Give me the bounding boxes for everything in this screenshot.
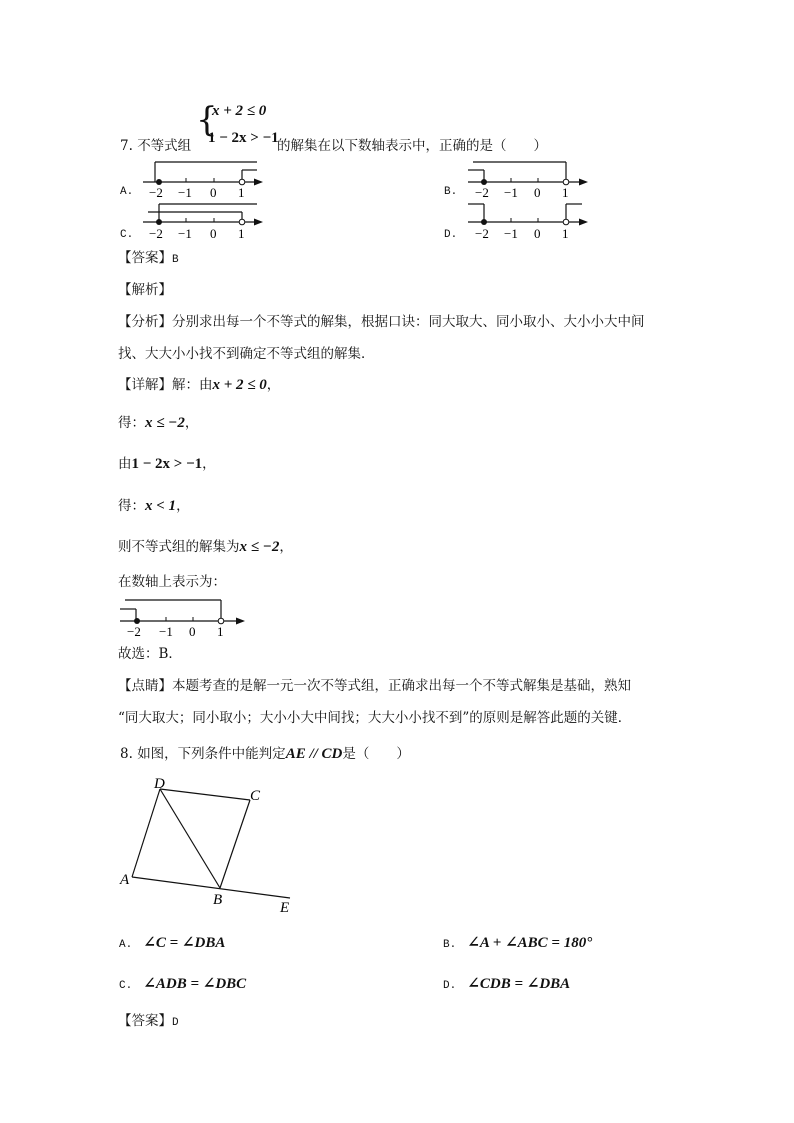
tick-label: −2 xyxy=(127,624,141,639)
tick-label: −2 xyxy=(475,185,489,200)
q8-geometry-figure xyxy=(110,770,310,920)
fenxi-line-1 xyxy=(118,313,645,331)
point-label-b: B xyxy=(213,892,223,908)
fenxi-line-2: 找、大大小小找不到确定不等式组的解集． xyxy=(118,346,375,362)
q8-answer xyxy=(118,1012,179,1032)
solution-numberline xyxy=(117,597,252,639)
detail-line-3: 由1 − 2x > −1， xyxy=(118,456,216,472)
tick-label: −1 xyxy=(159,624,173,639)
q7-option-c-label[interactable]: C. xyxy=(120,229,134,241)
answer-tag: 【答案】 xyxy=(118,1013,172,1029)
tick-label: −2 xyxy=(149,185,163,200)
step3-math: 1 − 2x > −1 xyxy=(131,456,203,472)
q7-answer xyxy=(118,249,179,269)
tick-label: −1 xyxy=(504,185,518,200)
q7-option-d-numberline[interactable] xyxy=(465,200,595,243)
tick-label: 0 xyxy=(534,185,541,200)
tick-label: 1 xyxy=(562,226,569,241)
q8-option-b[interactable]: B. ∠A + ∠ABC = 180° xyxy=(443,935,593,951)
tick-label: 1 xyxy=(238,185,245,200)
point-label-e: E xyxy=(280,900,290,916)
step4-math: x < 1 xyxy=(145,498,177,514)
tick-label: −1 xyxy=(178,185,192,200)
analysis-tag: 【解析】 xyxy=(118,282,172,298)
tick-label: 0 xyxy=(210,185,217,200)
q7-stem-suffix: 的解集在以下数轴表示中，正确的是（ ） xyxy=(277,138,547,154)
q8-option-d[interactable]: D. ∠CDB = ∠DBA xyxy=(443,976,571,992)
tick-label: 1 xyxy=(562,185,569,200)
dianjing-line-1: 【点睛】本题考查的是解一元一次不等式组，正确求出每一个不等式解集是基础，熟知 xyxy=(118,678,631,694)
tick-label: 1 xyxy=(238,226,245,241)
q8-option-b-math: ∠A + ∠ABC = 180° xyxy=(467,935,593,951)
point-label-d: D xyxy=(154,776,165,792)
q7-stem xyxy=(120,137,191,155)
fenxi-text-1: 分别求出每一个不等式的解集，根据口诀：同大取大、同小取小、大小小大中间 xyxy=(172,314,645,330)
q7-stem-prefix: 不等式组 xyxy=(137,138,192,154)
q7-option-b-numberline[interactable] xyxy=(465,160,595,200)
detail-tag: 【详解】 xyxy=(118,377,172,393)
q8-option-a[interactable]: A. ∠C = ∠DBA xyxy=(119,935,226,951)
dianjing-tag: 【点睛】 xyxy=(118,678,172,694)
q7-option-a-label[interactable]: A. xyxy=(120,186,134,198)
point-label-c: C xyxy=(250,788,261,804)
tick-label: −2 xyxy=(149,226,163,241)
q7-option-b-label[interactable]: B. xyxy=(444,186,458,198)
q8-number: 8. xyxy=(120,746,133,762)
q8-option-c-math: ∠ADB = ∠DBC xyxy=(143,976,247,992)
tick-label: 0 xyxy=(534,226,541,241)
q8-option-a-math: ∠C = ∠DBA xyxy=(143,935,226,951)
step2-math: x ≤ −2 xyxy=(145,415,185,431)
tick-label: 1 xyxy=(217,624,224,639)
conclusion-math: x ≤ −2 xyxy=(239,539,280,555)
choose-line: 故选：B． xyxy=(118,646,182,662)
q8-option-d-math: ∠CDB = ∠DBA xyxy=(467,976,571,992)
point-label-a: A xyxy=(120,872,130,888)
tick-label: −1 xyxy=(178,226,192,241)
dianjing-line-2: “同大取大；同小取小；大小小大中间找；大大小小找不到”的原则是解答此题的关键． xyxy=(118,710,632,726)
system-line-2: 1 − 2x > −1 xyxy=(208,130,279,146)
answer-value: B xyxy=(172,254,179,266)
step1-math: x + 2 ≤ 0 xyxy=(212,377,267,393)
system-line-1: x + 2 ≤ 0 xyxy=(212,103,267,119)
answer-value: D xyxy=(172,1017,179,1029)
q8-option-c[interactable]: C. ∠ADB = ∠DBC xyxy=(119,976,247,992)
conclusion-line: 则不等式组的解集为x ≤ −2， xyxy=(118,539,293,555)
tick-label: 0 xyxy=(189,624,196,639)
detail-line-2: 得：x ≤ −2， xyxy=(118,415,199,431)
numberline-intro: 在数轴上表示为： xyxy=(118,574,226,590)
detail-prefix: 解：由 xyxy=(172,377,213,393)
q8-stem: 8. 如图，下列条件中能判定AE // CD是（ ） xyxy=(120,746,410,762)
q7-option-c-numberline[interactable] xyxy=(135,200,265,243)
detail-line-1: 【详解】解：由x + 2 ≤ 0， xyxy=(118,377,281,393)
tick-label: −2 xyxy=(475,226,489,241)
detail-line-4: 得：x < 1， xyxy=(118,498,190,514)
q7-option-d-label[interactable]: D. xyxy=(444,229,458,241)
q8-stem-math: AE // CD xyxy=(285,746,343,762)
q7-option-a-numberline[interactable] xyxy=(135,160,265,200)
answer-tag: 【答案】 xyxy=(118,250,172,266)
tick-label: 0 xyxy=(210,226,217,241)
fenxi-tag: 【分析】 xyxy=(118,314,172,330)
q7-number: 7. xyxy=(120,138,133,154)
tick-label: −1 xyxy=(504,226,518,241)
system-brace: { xyxy=(196,100,218,140)
